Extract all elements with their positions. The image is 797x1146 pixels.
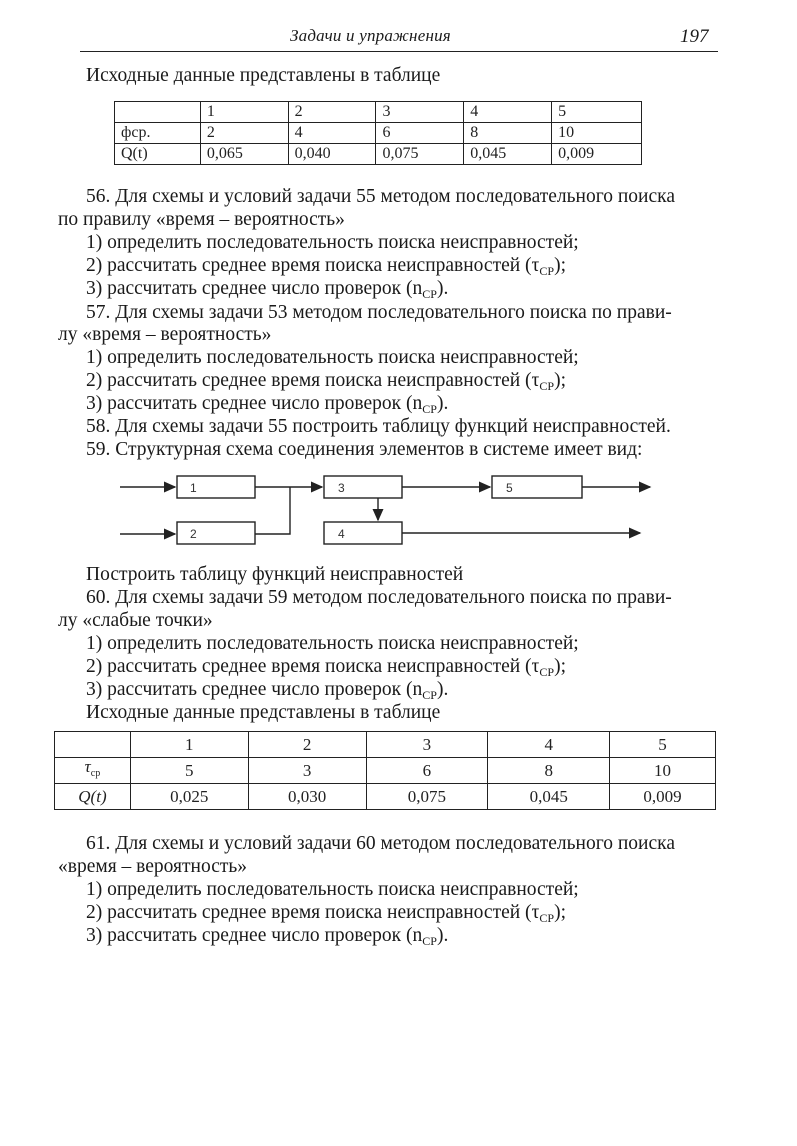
table2-cell: 4 bbox=[488, 732, 610, 758]
task56-line1: 56. Для схемы и условий задачи 55 методом последовательного поиска bbox=[86, 186, 675, 207]
table2-cell: 8 bbox=[488, 758, 610, 784]
table1-cell: 10 bbox=[552, 123, 642, 144]
task57-item3: 3) рассчитать среднее число проверок $(n_{CP})$. bbox=[86, 393, 449, 416]
task56-item3: 3) рассчитать среднее число проверок $(n_{CP})$. bbox=[86, 278, 449, 301]
table2-header-row bbox=[55, 732, 716, 758]
build-table-instruction: Построить таблицу функций неисправностей bbox=[86, 564, 464, 585]
block-5-label: 5 bbox=[506, 481, 513, 495]
table1-intro: Исходные данные представлены в таблице bbox=[86, 65, 441, 86]
table2-cell: 5 bbox=[130, 758, 248, 784]
task56-line2: по правилу «время – вероятность» bbox=[58, 209, 345, 230]
table1-cell: 2 bbox=[200, 123, 288, 144]
table1-cell: 0,009 bbox=[552, 144, 642, 165]
task56-item2: 2) рассчитать среднее время поиска неисправностей $(\tau_{CP})$; bbox=[86, 255, 566, 278]
block-2-label: 2 bbox=[190, 527, 197, 541]
table1-row bbox=[115, 123, 642, 144]
task58: 58. Для схемы задачи 55 построить таблицу функций неисправностей. bbox=[86, 416, 671, 437]
table1-cell: 1 bbox=[200, 102, 288, 123]
table1-cell: 4 bbox=[288, 123, 376, 144]
page-number: 197 bbox=[680, 26, 709, 47]
header-rule bbox=[80, 51, 718, 52]
table1-cell: Q(t) bbox=[115, 144, 201, 165]
table1-cell: 8 bbox=[464, 123, 552, 144]
task61-item1: 1) определить последовательность поиска неисправностей; bbox=[86, 879, 579, 900]
task59: 59. Структурная схема соединения элементов в системе имеет вид: bbox=[86, 439, 643, 460]
table2 bbox=[54, 731, 716, 810]
table1-cell bbox=[115, 102, 201, 123]
task61-item2: 2) рассчитать среднее время поиска неисправностей $(\tau_{CP})$; bbox=[86, 902, 566, 925]
table1-cell: 4 bbox=[464, 102, 552, 123]
task56-item1: 1) определить последовательность поиска неисправностей; bbox=[86, 232, 579, 253]
table2-cell: 5 bbox=[610, 732, 716, 758]
table2-row-label: $\tau_{cp}$ bbox=[55, 758, 131, 784]
task57-item1: 1) определить последовательность поиска неисправностей; bbox=[86, 347, 579, 368]
block-3 bbox=[324, 476, 402, 498]
table1-cell: 0,040 bbox=[288, 144, 376, 165]
table2-cell: 2 bbox=[248, 732, 366, 758]
table2-row bbox=[55, 784, 716, 810]
connector-2-to-3 bbox=[255, 487, 290, 534]
task60-item2: 2) рассчитать среднее время поиска неисправностей $(\tau_{CP})$; bbox=[86, 656, 566, 679]
table1-cell: фср. bbox=[115, 123, 201, 144]
table2-cell: 0,075 bbox=[366, 784, 488, 810]
table2-cell: 0,009 bbox=[610, 784, 716, 810]
table1-header-row bbox=[115, 102, 642, 123]
task60-line2: лу «слабые точки» bbox=[58, 610, 213, 631]
task57-item2: 2) рассчитать среднее время поиска неисправностей $(\tau_{CP})$; bbox=[86, 370, 566, 393]
table2-cell: 10 bbox=[610, 758, 716, 784]
table2-row-label: Q(t) bbox=[55, 784, 131, 810]
table2-intro: Исходные данные представлены в таблице bbox=[86, 702, 441, 723]
block-4 bbox=[324, 522, 402, 544]
table2-cell: 0,025 bbox=[130, 784, 248, 810]
table2-cell bbox=[55, 732, 131, 758]
block-4-label: 4 bbox=[338, 527, 345, 541]
task60-line1: 60. Для схемы задачи 59 методом последовательного поиска по прави- bbox=[86, 587, 672, 608]
table1-cell: 0,075 bbox=[376, 144, 464, 165]
block-1-label: 1 bbox=[190, 481, 197, 495]
task61-line2: «время – вероятность» bbox=[58, 856, 248, 877]
table1 bbox=[114, 101, 642, 165]
block-3-label: 3 bbox=[338, 481, 345, 495]
task57-line1: 57. Для схемы задачи 53 методом последовательного поиска по прави- bbox=[86, 302, 672, 323]
table1-cell: 5 bbox=[552, 102, 642, 123]
task57-line2: лу «время – вероятность» bbox=[58, 324, 272, 345]
table2-cell: 6 bbox=[366, 758, 488, 784]
table1-cell: 0,065 bbox=[200, 144, 288, 165]
task60-item1: 1) определить последовательность поиска неисправностей; bbox=[86, 633, 579, 654]
running-header-title: Задачи и упражнения bbox=[290, 26, 451, 45]
table1-cell: 2 bbox=[288, 102, 376, 123]
table2-cell: 3 bbox=[366, 732, 488, 758]
table2-row bbox=[55, 758, 716, 784]
task61-line1: 61. Для схемы и условий задачи 60 методом последовательного поиска bbox=[86, 833, 675, 854]
table2-cell: 1 bbox=[130, 732, 248, 758]
structure-diagram bbox=[120, 462, 680, 562]
task60-item3: 3) рассчитать среднее число проверок $(n_{CP})$. bbox=[86, 679, 449, 702]
block-2 bbox=[177, 522, 255, 544]
table1-cell: 0,045 bbox=[464, 144, 552, 165]
table2-cell: 3 bbox=[248, 758, 366, 784]
block-1 bbox=[177, 476, 255, 498]
table1-row bbox=[115, 144, 642, 165]
table2-cell: 0,030 bbox=[248, 784, 366, 810]
table2-cell: 0,045 bbox=[488, 784, 610, 810]
table1-cell: 3 bbox=[376, 102, 464, 123]
table1-cell: 6 bbox=[376, 123, 464, 144]
task61-item3: 3) рассчитать среднее число проверок $(n_{CP})$. bbox=[86, 925, 449, 948]
